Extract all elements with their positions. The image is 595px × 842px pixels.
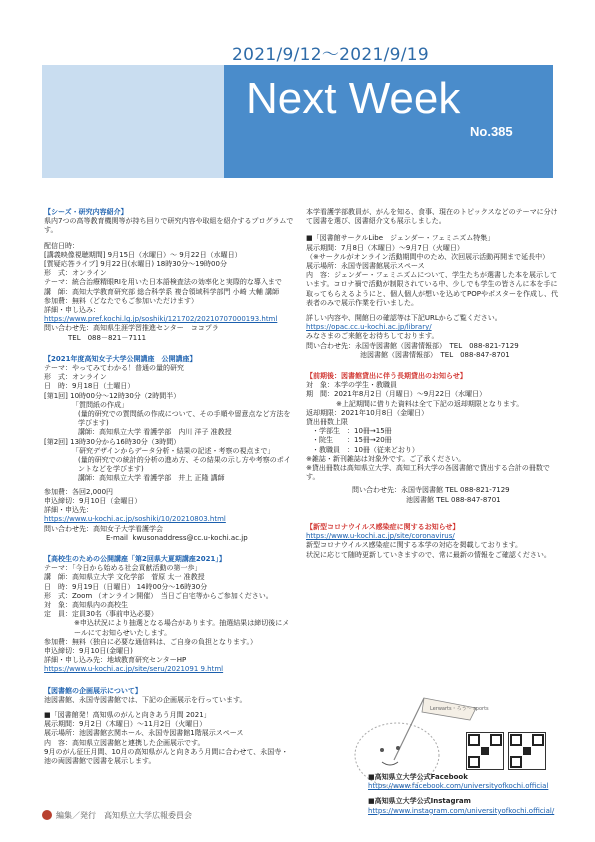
- text: みなさまのご来館をお待ちしております。: [306, 332, 439, 341]
- text: ■「図書館発！高知県のがんと向きあう月間 2021」: [44, 710, 211, 719]
- section-heading-long-loan: 【前期後：図書館貸出に伴う長期貸出のお知らせ】: [306, 372, 467, 381]
- facebook-link[interactable]: https://www.facebook.com/universityofkochi.official: [368, 782, 549, 791]
- text: ・学部生 ：10冊→15冊: [312, 427, 392, 436]
- text: 「研究デザインからデータ分析・結果の記述・考察の視点まで」: [72, 446, 275, 455]
- text: E-mail kwusonaddress@cc.u-kochi.ac.jp: [106, 533, 248, 542]
- text: 展示期間：7月8日（木曜日）～9月7日（火曜日）: [306, 243, 464, 252]
- text: 返却期限：2021年10月8日（金曜日）: [306, 408, 429, 417]
- text: 問い合わせ先：永国寺図書館（図書情報部） TEL 088-821-7129: [306, 341, 519, 350]
- text: 内 容：高知県立図書館と連携した企画展示です。: [44, 738, 205, 747]
- text: 参加費：無料（どなたでもご参加いただけます）: [44, 296, 198, 305]
- text: 状況に応じて随時更新していきますので、常に最新の情報をご確認ください。: [306, 550, 551, 559]
- university-logo-icon: [42, 810, 52, 820]
- text: テーマ：「今日から始める社会貢献活動の第一歩」: [44, 564, 202, 573]
- text: 詳しい内容や、開館日の確認等は下記URLからご覧ください。: [306, 314, 502, 323]
- text: [質疑応答ライブ] 9月22日(水曜日) 18時30分～19時00分: [44, 260, 227, 269]
- text: 期 間：2021年8月2日（月曜日）～9月22日（水曜日）: [306, 390, 487, 399]
- text: 問い合わせ先：高知県生涯学習推進センター ココプラ: [44, 324, 219, 333]
- text: ※申込状況により抽選となる場合があります。抽選結果は締切後にメールにてお知らせいたします。: [74, 619, 290, 637]
- link[interactable]: https://www.u-kochi.ac.jp/site/coronavirus/: [306, 532, 455, 541]
- text: 展示場所：永国寺図書館展示スペース: [306, 262, 425, 271]
- section-heading-lecture: 【2021年度高知女子大学公開講座 公開講座】: [44, 354, 197, 363]
- text: 対 象：本学の学生・教職員: [306, 381, 397, 390]
- text: 詳細・申し込み：: [44, 306, 100, 315]
- section-heading-highschool: 【高校生のための公開講座「第2回県大夏期講座2021」】: [44, 554, 226, 563]
- text: 詳細・申し込み先：地域教育研究センターHP: [44, 656, 187, 665]
- text: 「質問紙の作成」: [72, 400, 128, 409]
- text: ・院生 ：15冊→20冊: [312, 436, 392, 445]
- text: 講 師：高知大学教育研究部 総合科学系 複合領域科学部門 小崎 大輔 講師: [44, 287, 280, 296]
- link[interactable]: https://opac.cc.u-kochi.ac.jp/library/: [306, 323, 432, 332]
- text: 講 師：高知県立大学 文化学部 菅原 太一 准教授: [44, 573, 205, 582]
- text: テーマ：やってみてわかる！普通の量的研究: [44, 364, 184, 373]
- text: 申込締切：9月10日(金曜日): [44, 646, 133, 655]
- text: 講師：高知県立大学 看護学部 内川 洋子 准教授: [78, 428, 232, 437]
- right-column: [306, 208, 558, 560]
- text: （※サークルがオンライン活動期間中のため、次回展示活動再開まで延長中）: [306, 252, 550, 261]
- link[interactable]: https://www.u-kochi.ac.jp/site/seru/2021091 9.html: [44, 665, 224, 674]
- instagram-link[interactable]: https://www.instagram.com/universityofkochi.official/: [368, 806, 555, 815]
- text: (量的研究での統計的分析の進め方、その結果の示し方や考察のポイントなどを学びます): [78, 456, 291, 474]
- text: 貸出冊数上限: [306, 418, 348, 427]
- text: [第2回] 13時30分から16時30分（3時間）: [44, 437, 181, 446]
- section-heading-covid: 【新型コロナウイルス感染症に関するお知らせ】: [306, 522, 460, 531]
- text: 参加費：各回2,000円: [44, 487, 114, 496]
- text: 問い合わせ先：高知女子大学看護学会: [44, 524, 163, 533]
- link[interactable]: https://www.u-kochi.ac.jp/soshiki/10/20210803.html: [44, 515, 226, 524]
- text: 形 式：オンライン: [44, 269, 107, 278]
- text: (量的研究での質問紙の作成について、その手順や留意点など方法を学びます): [78, 410, 291, 428]
- text: 展示場所：池図書館玄関ホール、永国寺図書館1階展示スペース: [44, 729, 244, 738]
- footer-publisher: 編集／発行 高知県立大学広報委員会: [56, 811, 192, 820]
- text: ※上記期間に借りた資料は全て下記の返却期限となります。: [336, 399, 524, 408]
- date-range: 2021/9/12～2021/9/19: [232, 45, 430, 65]
- text: 新型コロナウイルス感染症に関する本学の対応を掲載しております。: [306, 541, 523, 550]
- text: 9月のがん征圧月間、10月の高知県がんと向きあう月間に合わせて、永国寺・池の両図書館で図書を展示します。: [44, 747, 289, 765]
- text: 県内7つの高等教育機関等が持ち回りで研究内容や取組を紹介するプログラムです。: [44, 217, 294, 235]
- facebook-label: ■高知県立大学公式Facebook: [368, 773, 468, 781]
- qr-code-facebook: [466, 732, 504, 770]
- text: ※雑誌・新刊雑誌は対象外です。ご了承ください。: [306, 454, 466, 463]
- left-column: [44, 208, 294, 766]
- text: 形 式：オンライン: [44, 373, 107, 382]
- text: 本学看護学部教員が、がんを知る、食事、現在のトピックスなどのテーマに分けて図書を選び、図書紹介文も展示しました。: [306, 208, 558, 226]
- text: テーマ：統合治療精眼RIを用いた日本語検査法の効率化と実際的な導入まで: [44, 278, 282, 287]
- text: ・教職員 ：10冊（従来どおり）: [312, 445, 419, 454]
- qr-code-instagram: [508, 732, 546, 770]
- text: 申込締切：9月10日（金曜日）: [44, 496, 142, 505]
- flag-label: Lerwarts・ろう〜 sports: [430, 706, 489, 712]
- social-links: [368, 773, 568, 816]
- text: TEL 088－821－7111: [68, 333, 147, 342]
- text: ※貸出冊数は高知県立大学、高知工科大学の各図書館で貸出する合計の冊数です。: [306, 464, 550, 482]
- text: 日 時：9月18日（土曜日）: [44, 382, 135, 391]
- text: 池図書館（図書情報部） TEL 088-847-8701: [360, 350, 510, 359]
- text: 展示期間：9月2日（木曜日）～11月2日（火曜日）: [44, 720, 207, 729]
- link[interactable]: https://www.pref.kochi.lg.jp/soshiki/121702/20210707000193.html: [44, 315, 278, 324]
- page-title: Next Week: [246, 74, 461, 123]
- text: 内 容：ジェンダー・フェミニズムについて、学生たちが選書した本を展示しています。コロナ禍で活動が制限されている中、少しでも学生の皆さんに本を手に取ってもらえるようにと、個人個人が想いを込めてPOPやポスターを作成し、代表者のみで展示作業を行いました。: [306, 271, 558, 307]
- text: 参加費：無料（独自に必要な通信料は、ご自身の負担となります。）: [44, 637, 257, 646]
- instagram-label: ■高知県立大学公式Instagram: [368, 797, 471, 806]
- text: 対 象：高知県内の高校生: [44, 600, 128, 609]
- text: [第1回] 10時00分～12時30分（2時間半）: [44, 391, 181, 400]
- text: 講師：高知県立大学 看護学部 井上 正隆 講師: [78, 474, 225, 483]
- issue-number: No.385: [470, 124, 513, 139]
- text: 形 式：Zoom （オンライン開催） 当日ご自宅等からご参加ください。: [44, 591, 273, 600]
- text: 詳細・申込先：: [44, 506, 93, 515]
- text: 配信日時：: [44, 241, 79, 250]
- text: 問い合わせ先：永国寺図書館 TEL 088-821-7129: [352, 486, 510, 495]
- text: 池図書館 TEL 088-847-8701: [406, 495, 501, 504]
- text: ■「図書館サークルLibe ジェンダー・フェミニズム特集」: [306, 234, 495, 243]
- text: 池図書館、永国寺図書館では、下記の企画展示を行っています。: [44, 695, 247, 704]
- section-heading-library: 【図書館の企画展示について】: [44, 686, 142, 695]
- text: 定 員：定員30名（事前申込必要）: [44, 610, 158, 619]
- section-heading-seeds: 【シーズ・研究内容紹介】: [44, 208, 128, 216]
- banner-left-bar: [42, 65, 224, 178]
- text: [講義映像視聴期間] 9月15日（水曜日）～ 9月22日（水曜日）: [44, 250, 242, 259]
- text: 日 時：9月19日（日曜日） 14時00分～16時30分: [44, 582, 208, 591]
